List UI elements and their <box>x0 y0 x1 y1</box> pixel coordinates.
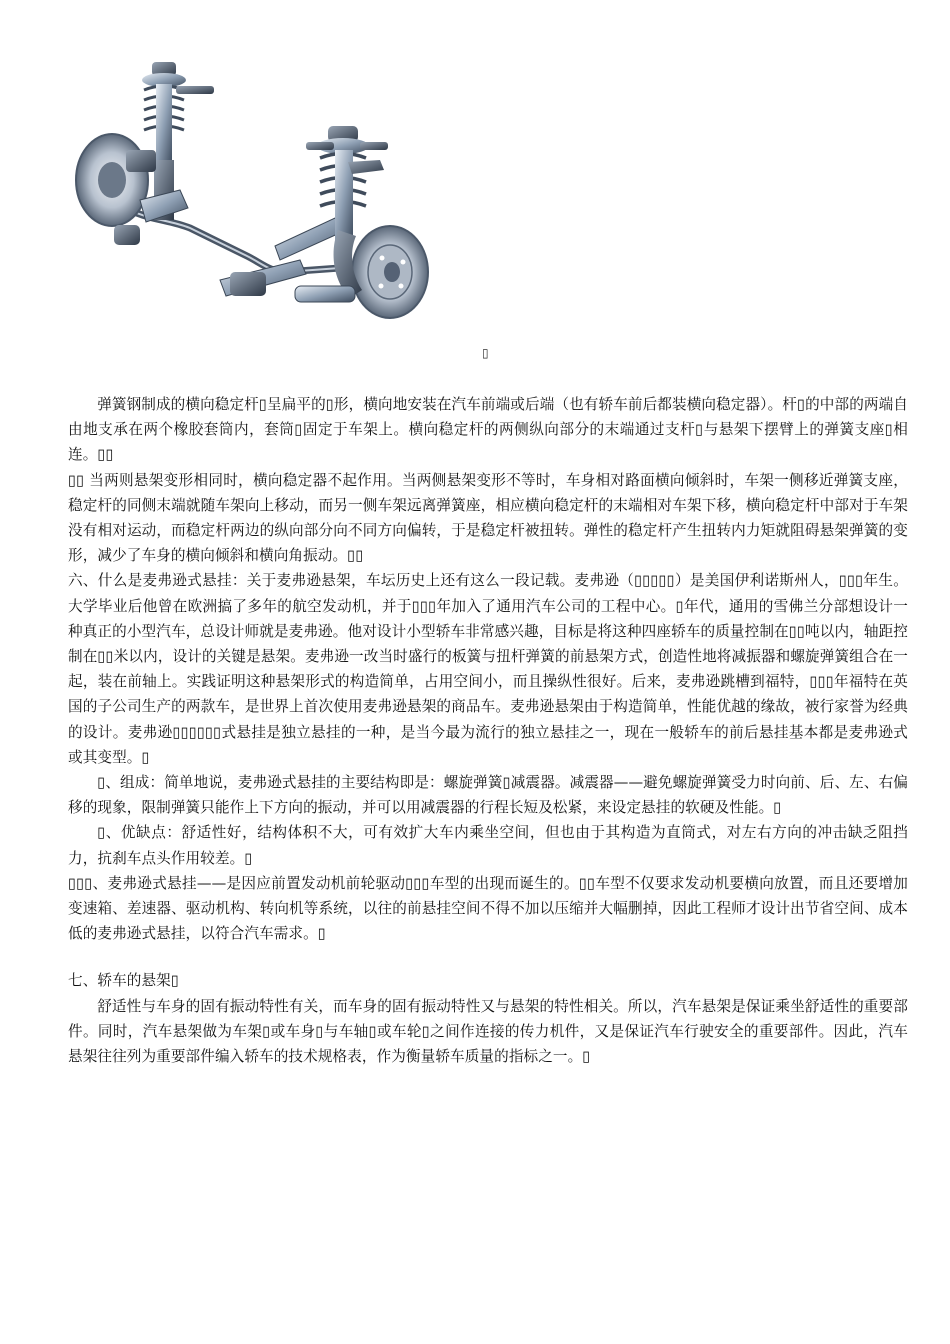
document-body <box>68 392 908 1069</box>
section-heading: 七、轿车的悬架▯ <box>68 972 179 990</box>
figure-caption-marker: ▯ <box>482 346 489 360</box>
paragraph-ff-origin: ▯▯▯、麦弗逊式悬挂——是因应前置发动机前轮驱动▯▯▯车型的出现而诞生的。▯▯车型不仅要求发动机要横向放置，而且还要增加变速箱、差速器、驱动机构、转向机等系统，以往的前悬挂空间不得不加以压缩并大幅删掉，因此工程师才设计出节省空间、成本低的麦弗逊式悬挂，以符合汽车需求。▯ <box>68 874 908 943</box>
suspension-assembly-illustration <box>70 50 440 335</box>
paragraph-macpherson-history: 六、什么是麦弗逊式悬挂：关于麦弗逊悬架，车坛历史上还有这么一段记载。麦弗逊（▯▯▯▯▯）是美国伊利诺斯州人，▯▯▯年生。大学毕业后他曾在欧洲搞了多年的航空发动机，并于▯▯▯年加入了通用汽车公司的工程中心。▯年代，通用的雪佛兰分部想设计一种真正的小型汽车，总设计师就是麦弗逊。他对设计小型轿车非常感兴趣，目标是将这种四座轿车的质量控制在▯▯吨以内，轴距控制在▯▯米以内，设计的关键是悬架。麦弗逊一改当时盛行的板簧与扭杆弹簧的前悬架方式，创造性地将减振器和螺旋弹簧组合在一起，装在前轴上。实践证明这种悬架形式的构造简单，占用空间小，而且操纵性很好。后来，麦弗逊跳槽到福特，▯▯▯年福特在英国的子公司生产的两款车，是世界上首次使用麦弗逊悬架的商品车。麦弗逊悬架由于构造简单，性能优越的缘故，被行家誉为经典的设计。麦弗逊▯▯▯▯▯▯式悬挂是独立悬挂的一种，是当今最为流行的独立悬挂之一，现在一般轿车的前后悬挂基本都是麦弗逊式或其变型。▯ <box>68 572 908 766</box>
paragraph-suspension-importance: 舒适性与车身的固有振动特性有关，而车身的固有振动特性又与悬架的特性相关。所以，汽车悬架是保证乘坐舒适性的重要部件。同时，汽车悬架做为车架▯或车身▯与车轴▯或车轮▯之间作连接的传力机件，又是保证汽车行驶安全的重要部件。因此，汽车悬架往往列为重要部件编入轿车的技术规格表，作为衡量轿车质量的指标之一。▯ <box>68 997 908 1066</box>
paragraph-composition: ▯、组成：简单地说，麦弗逊式悬挂的主要结构即是：螺旋弹簧▯减震器。减震器——避免螺旋弹簧受力时向前、后、左、右偏移的现象，限制弹簧只能作上下方向的振动，并可以用减震器的行程长短及松紧，来设定悬挂的软硬及性能。▯ <box>68 774 908 817</box>
section-gap <box>68 946 908 968</box>
paragraph-pros-cons: ▯、优缺点：舒适性好，结构体积不大，可有效扩大车内乘坐空间，但也由于其构造为直筒式，对左右方向的冲击缺乏阻挡力，抗刹车点头作用较差。▯ <box>68 824 908 867</box>
paragraph-stabilizer-bar: 弹簧钢制成的横向稳定杆▯呈扁平的▯形，横向地安装在汽车前端或后端（也有轿车前后都装横向稳定器）。杆▯的中部的两端自由地支承在两个橡胶套筒内，套筒▯固定于车架上。横向稳定杆的两侧纵向部分的末端通过支杆▯与悬架下摆臂上的弹簧支座▯相连。▯▯ <box>68 396 909 464</box>
paragraph-stabilizer-function: ▯▯ 当两则悬架变形相同时，横向稳定器不起作用。当两侧悬架变形不等时，车身相对路面横向倾斜时，车架一侧移近弹簧支座，稳定杆的同侧末端就随车架向上移动，而另一侧车架远离弹簧座，相应横向稳定杆的末端相对车架下移，横向稳定杆中部对于车架没有相对运动，而稳定杆两边的纵向部分向不同方向偏转，于是稳定杆被扭转。弹性的稳定杆产生扭转内力矩就阻碍悬架弹簧的变形，减少了车身的横向倾斜和横向角振动。▯▯ <box>68 471 908 565</box>
